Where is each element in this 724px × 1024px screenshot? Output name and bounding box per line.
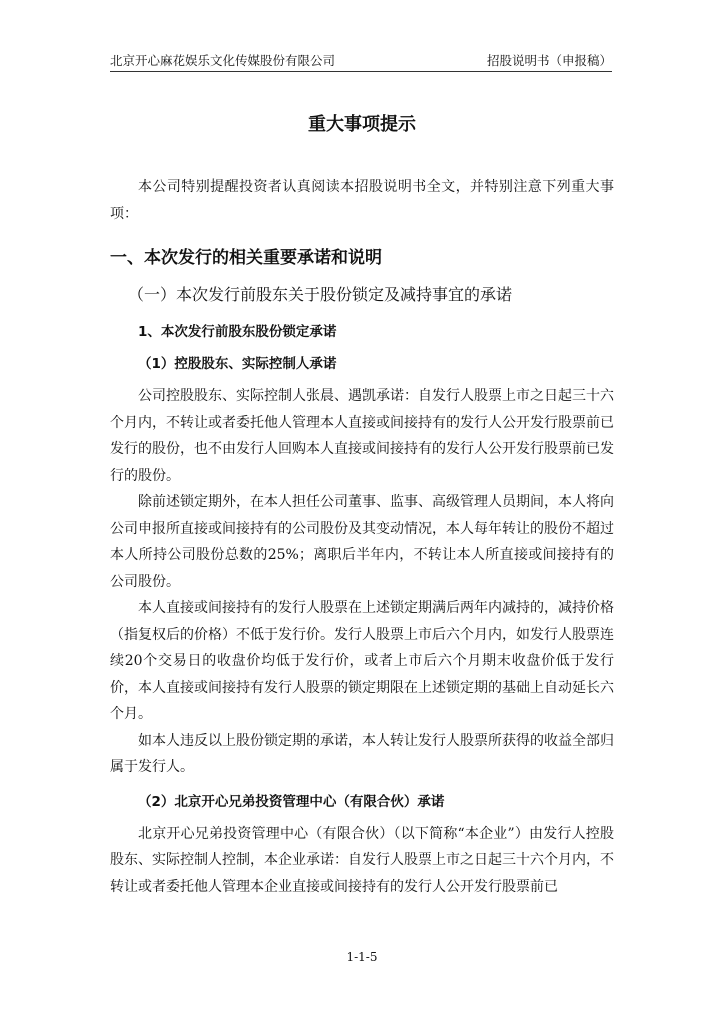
body-paragraph: 公司控股股东、实际控制人张晨、遇凯承诺：自发行人股票上市之日起三十六个月内，不转让或者委托他人管理本人直接或间接持有的发行人公开发行股票前已发行的股份，也不由发行人回购本人直接或间接持有的发行人公开发行股票前已发行的股份。	[110, 388, 614, 484]
header-doc-type: 招股说明书（申报稿）	[486, 53, 612, 68]
page-title: 重大事项提示	[308, 114, 416, 135]
section-heading: 一、本次发行的相关重要承诺和说明	[110, 248, 382, 268]
document-body	[110, 110, 614, 900]
page-header	[110, 50, 612, 72]
intro-paragraph: 本公司特别提醒投资者认真阅读本招股说明书全文，并特别注意下列重大事项：	[110, 179, 614, 222]
header-company: 北京开心麻花娱乐文化传媒股份有限公司	[110, 53, 336, 68]
body-paragraph: 本人直接或间接持有的发行人股票在上述锁定期满后两年内减持的，减持价格（指复权后的价格）不低于发行价。发行人股票上市后六个月内，如发行人股票连续20个交易日的收盘价均低于发行价，或者上市后六个月期末收盘价低于发行价，本人直接或间接持有发行人股票的锁定期限在上述锁定期的基础上自动延长六个月。	[110, 600, 614, 722]
body-paragraph: 北京开心兄弟投资管理中心（有限合伙）（以下简称“本企业”）由发行人控股股东、实际控制人控制，本企业承诺：自发行人股票上市之日起三十六个月内，不转让或者委托他人管理本企业直接或间接持有的发行人公开发行股票前已	[110, 825, 614, 895]
item-heading: 1、本次发行前股东股份锁定承诺	[138, 324, 337, 340]
page-number: 1-1-5	[346, 950, 378, 964]
body-paragraph: 如本人违反以上股份锁定期的承诺，本人转让发行人股票所获得的收益全部归属于发行人。	[110, 732, 614, 775]
part-heading: （2）北京开心兄弟投资管理中心（有限合伙）承诺	[138, 793, 445, 810]
subsection-heading: （一）本次发行前股东关于股份锁定及减持事宜的承诺	[128, 285, 513, 304]
body-paragraph: 除前述锁定期外，在本人担任公司董事、监事、高级管理人员期间，本人将向公司申报所直接或间接持有的公司股份及其变动情况，本人每年转让的股份不超过本人所持公司股份总数的25%；离职后半年内，不转让本人所直接或间接持有的公司股份。	[110, 494, 614, 590]
part-heading: （1）控股股东、实际控制人承诺	[138, 356, 337, 372]
